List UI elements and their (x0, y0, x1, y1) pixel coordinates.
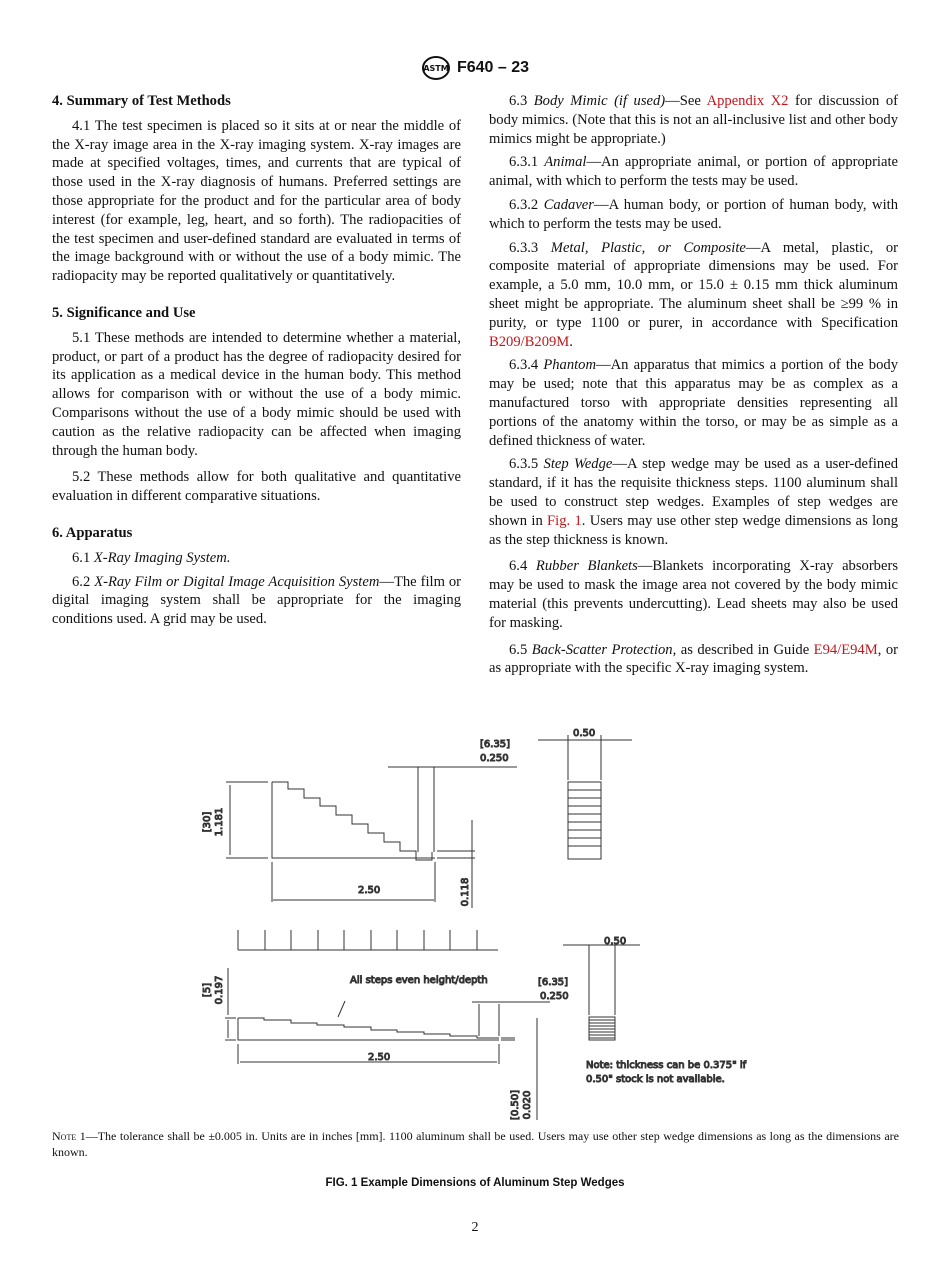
section-6-heading: 6. Apparatus (52, 524, 133, 541)
para-5-1: 5.1 These methods are intended to determine whether a material, product, or part of a product has the degree of radiopacity desired for its application as a medical device in the human body. This method allows for comparison with or without the use of a body mimic. Comparisons without the use of a body mimic should be used with caution as the relative radiopacity can be affected when imaging through the human body. (52, 329, 461, 459)
top-length-label: 2.50 (358, 885, 381, 896)
text: , or as appropriate with the specific X-ray imaging system. (489, 641, 898, 677)
text: —See (665, 93, 707, 109)
term: Rubber Blankets (535, 558, 638, 575)
bottom-height-in: 0.197 (214, 975, 225, 1005)
note-label: Note 1 (52, 1129, 86, 1143)
text: —The film or digital imaging system shall be appropriate for the imaging conditions used. A grid may be used. (52, 573, 462, 628)
designation: F640 – 23 (456, 59, 530, 77)
bottom-height-mm: [5] (202, 982, 213, 998)
para-5-2: 5.2 These methods allow for both qualitative and quantitative evaluation in different comparative situations. (52, 469, 461, 505)
text: for discussion of body mimics. (Note that this is not an all-inclusive list and other body mimics might be appropriate.) (489, 93, 899, 147)
term: X-Ray Film or Digital Image Acquisition System (94, 573, 380, 590)
term: Cadaver (543, 196, 594, 213)
top-step-mm: [6.35] (480, 739, 511, 750)
text: —Blankets incorporating X-ray absorbers may be used to mask the image area not covered by the body mimic material (this prevents undercutting). Lead sheets may also be used for masking. (489, 558, 898, 631)
term: Back-Scatter Protection, (531, 641, 677, 658)
top-base-label: 0.118 (460, 877, 471, 907)
bottom-end-view (563, 945, 640, 1040)
num: 6.2 (72, 573, 95, 590)
svg-text:ASTM: ASTM (423, 64, 449, 73)
page-number: 2 (471, 1220, 479, 1235)
term: Animal (544, 154, 587, 171)
term: Step Wedge (543, 456, 613, 473)
figure-note (52, 1128, 899, 1160)
num: 6.3 (509, 93, 534, 109)
text: —An apparatus that mimics a portion of the body may be used; note that this apparatus may be as complex as a manufactured torso with appropriate densities representing all portions of the anatomy within the torso, or may be as simple as a defined thickness of water. (489, 357, 898, 449)
term: Phantom (543, 357, 597, 374)
bottom-width-label: 0.50 (604, 936, 627, 947)
num: 6.3.1 (509, 154, 545, 171)
bottom-length-label: 2.50 (368, 1052, 391, 1063)
b209-link[interactable]: B209/B209M (489, 333, 570, 350)
section-4-heading: 4. Summary of Test Methods (52, 93, 231, 109)
bottom-wedge-dims (225, 968, 550, 1120)
para-4-1: 4.1 The test specimen is placed so it sits at or near the middle of the X-ray image area in the X-ray imaging system. X-ray images are made at specified voltages, times, and currents that are typical of those used in the X-ray diagnosis of humans. Preferred settings are those appropriate for the product and for the particular area of body interest (for example, leg, heart, and so forth). The radiopacities of the test specimen and user-defined standard are evaluated in terms of the image background with or without the use of a body mimic. The radiopacity may be reported qualitatively or quantitatively. (52, 117, 461, 285)
text: —A metal, plastic, or composite material of appropriate dimensions may be used. For example, a 5.0 mm, 10.0 mm, or 15.0 ± 0.15 mm thick aluminum sheet might be appropriate. The aluminum sheet shall be ≥99 % in purity, or type 1100 or purer, in accordance with Specification (489, 239, 898, 331)
appendix-x2-link[interactable]: Appendix X2 (706, 93, 789, 109)
text: —A human body, or portion of human body, with which to perform the tests may be used. (489, 196, 898, 232)
term: Metal, Plastic, or Composite (550, 239, 746, 256)
num: 6.3.3 (509, 239, 551, 256)
bottom-base-mm: [0.50] (510, 1089, 521, 1121)
text: —An appropriate animal, or portion of appropriate animal, with which to perform the tests may be used. (489, 154, 898, 190)
num: 6.3.4 (509, 357, 544, 374)
num: 6.3.2 (509, 196, 544, 213)
num: 6.3.5 (509, 456, 544, 473)
num: 6.5 (509, 641, 532, 658)
callout-label: All steps even height/depth (350, 975, 488, 986)
bottom-wedge-profile (238, 1018, 499, 1040)
section-5-heading: 5. Significance and Use (52, 304, 196, 321)
ruler (238, 930, 498, 950)
e94-link[interactable]: E94/E94M (813, 641, 878, 658)
text: . (569, 333, 573, 350)
bottom-step-in: 0.250 (540, 991, 569, 1002)
num: 6.1 (72, 549, 94, 566)
text: . Users may use other step wedge dimensions as long as the step thickness is known. (489, 512, 899, 548)
top-step-in: 0.250 (480, 753, 509, 764)
top-end-view (538, 735, 632, 859)
text: as described in Guide (676, 641, 814, 658)
note-line-2: 0.50" stock is not available. (586, 1074, 725, 1085)
fig-1-link[interactable]: Fig. 1 (547, 512, 582, 529)
text: —A step wedge may be used as a user-defined standard, if it has the requisite thickness steps. 1100 aluminum shall be used to construct step wedges. Examples of step wedges are shown in (489, 456, 899, 529)
term: Body Mimic (if used) (533, 93, 666, 109)
figure-caption: FIG. 1 Example Dimensions of Aluminum Step Wedges (325, 1177, 625, 1189)
term: X-Ray Imaging System. (93, 549, 231, 566)
bottom-step-mm: [6.35] (538, 977, 569, 988)
top-height-in: 1.181 (214, 807, 225, 837)
note-line-1: Note: thickness can be 0.375" if (586, 1060, 747, 1071)
top-width-label: 0.50 (573, 728, 596, 739)
num: 6.4 (509, 558, 536, 575)
bottom-base-in: 0.020 (522, 1090, 533, 1120)
top-wedge-profile (272, 782, 435, 860)
top-height-mm: [30] (202, 811, 213, 833)
note-text: —The tolerance shall be ±0.005 in. Units are in inches [mm]. 1100 aluminum shall be used. Users may use other step wedge dimensions as long as the dimensions are known. (52, 1129, 899, 1159)
